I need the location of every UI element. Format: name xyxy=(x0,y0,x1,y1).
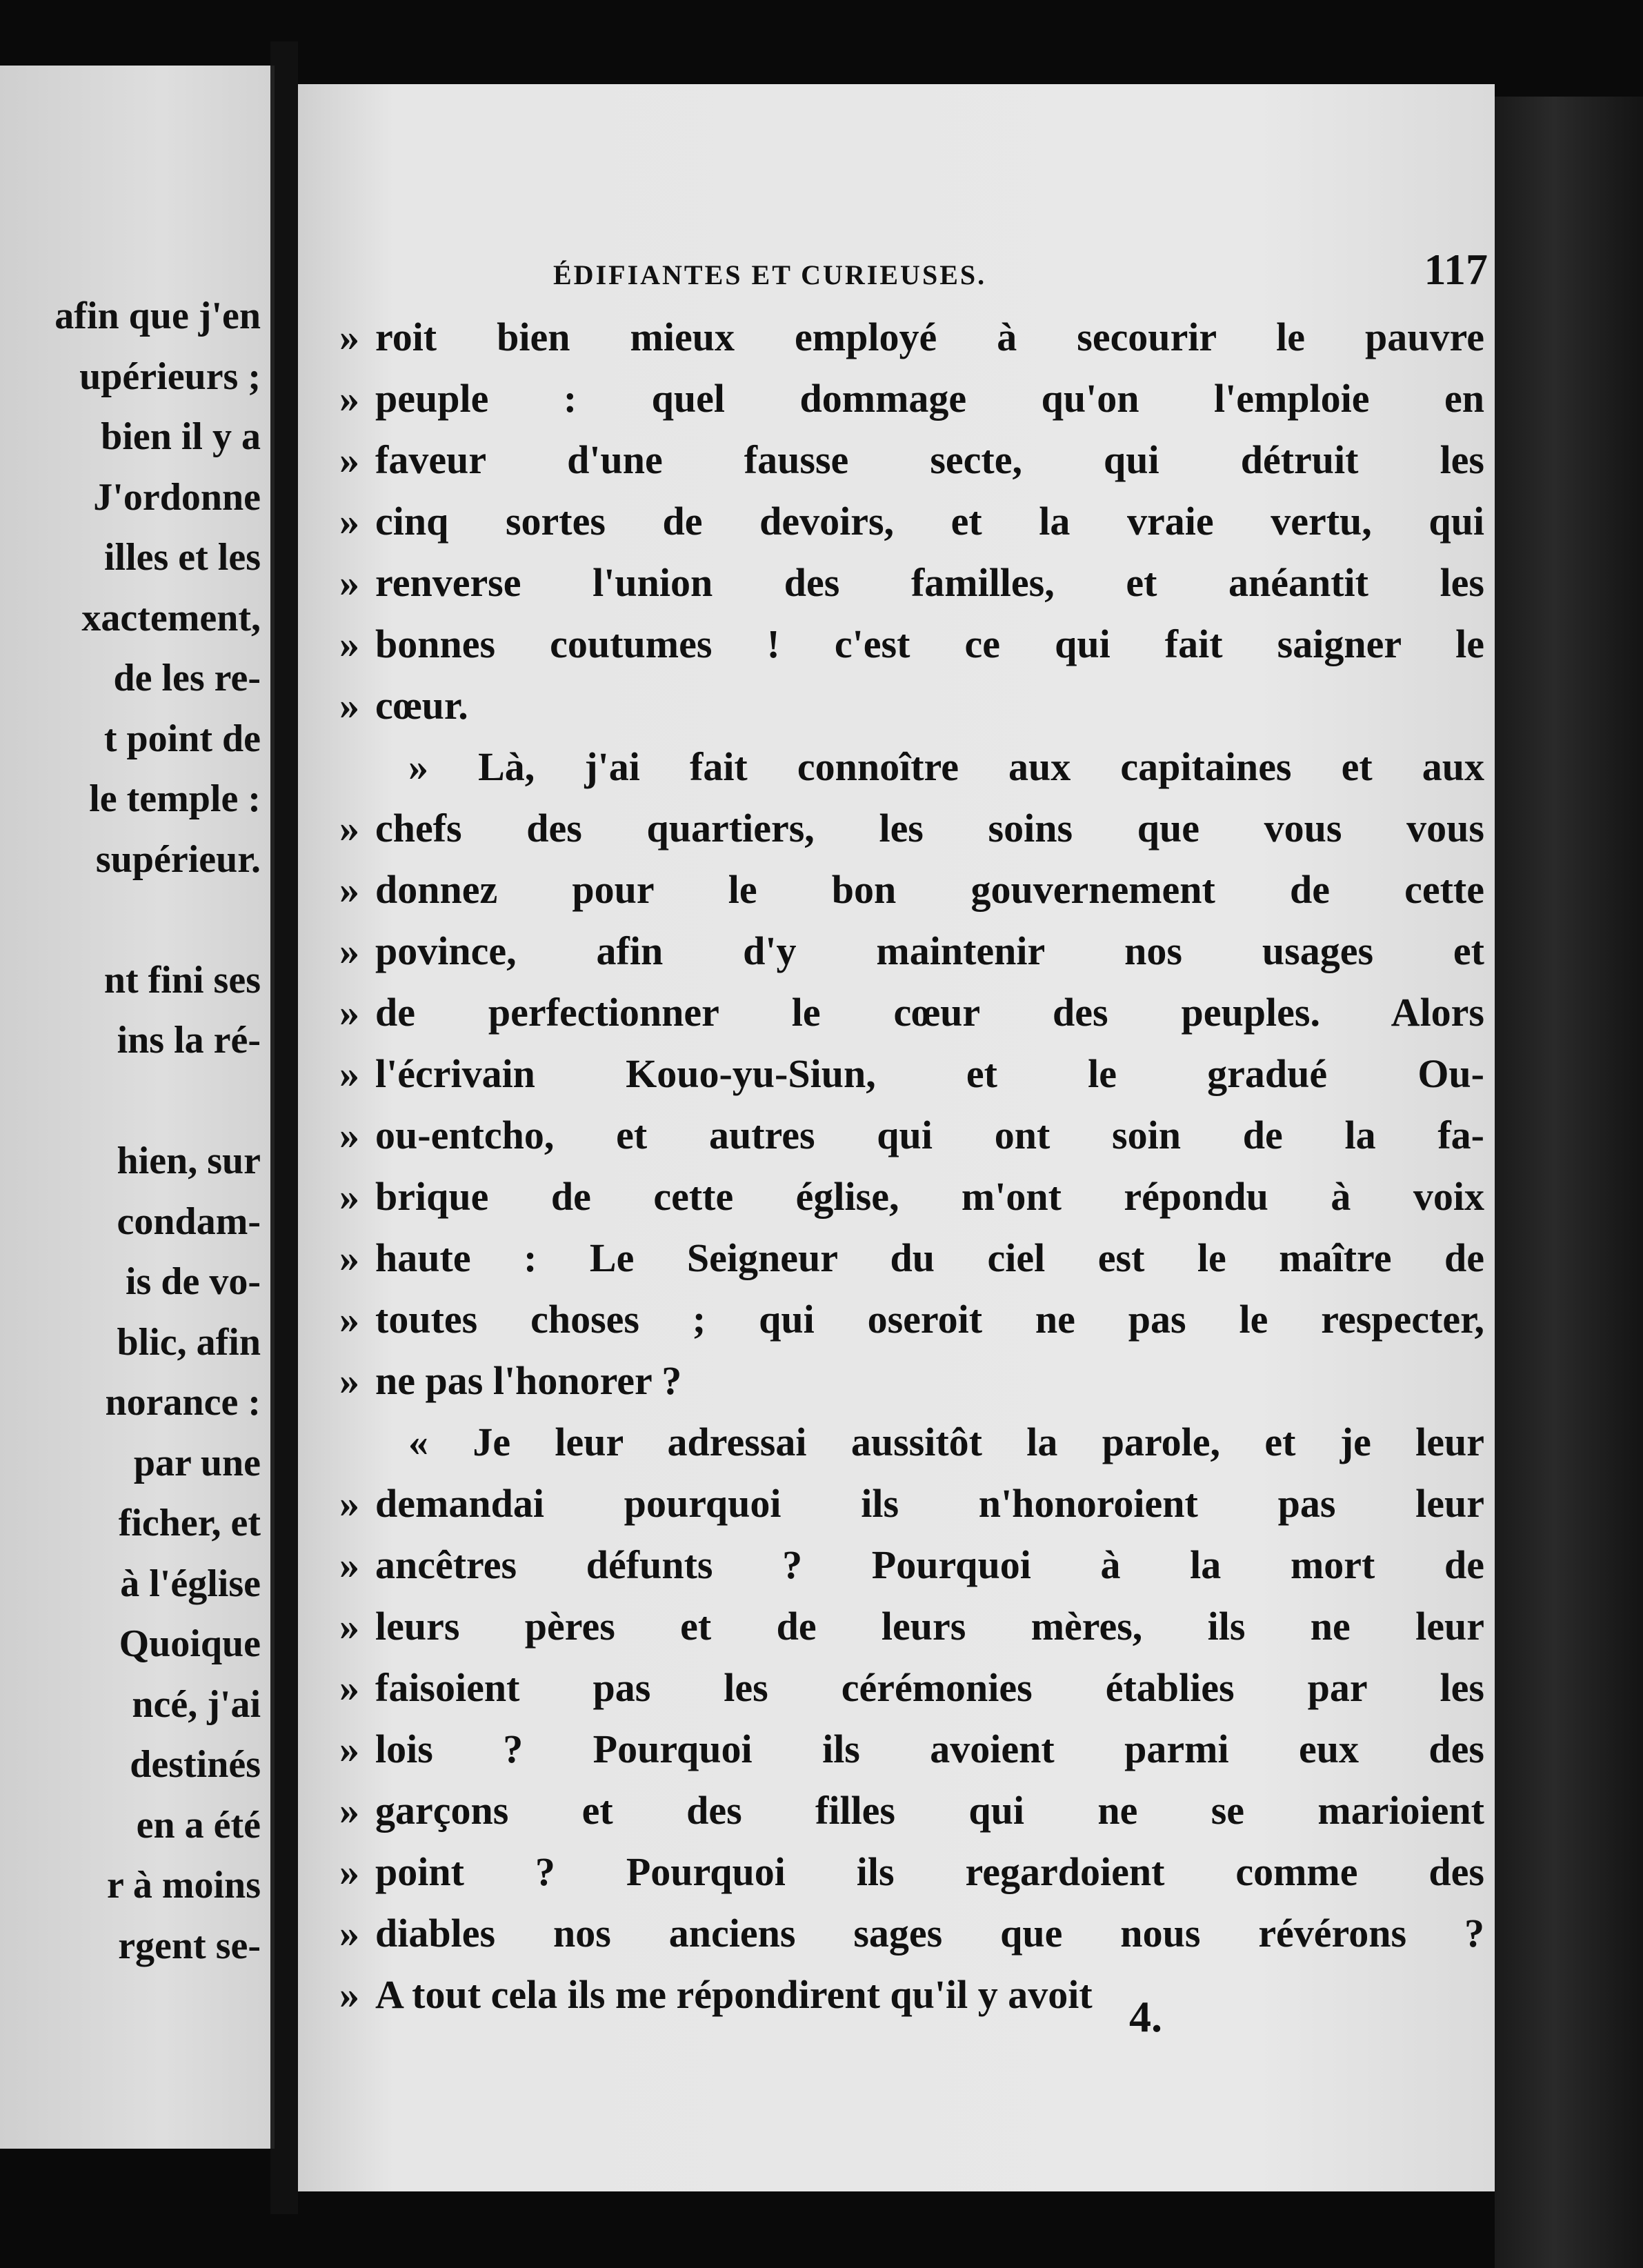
line-text: haute : Le Seigneur du ciel est le maître de xyxy=(375,1235,1484,1280)
text-line xyxy=(339,1473,1484,1534)
line-text: povince, afin d'y maintenir nos usages et xyxy=(375,928,1484,973)
quote-mark: » xyxy=(339,560,359,605)
text-line xyxy=(339,306,1484,368)
left-page-line: ins la ré- xyxy=(117,1019,261,1062)
line-text: roit bien mieux employé à secourir le pauvre xyxy=(375,315,1484,359)
text-line xyxy=(339,1718,1484,1780)
line-text: chefs des quartiers, les soins que vous vous xyxy=(375,806,1484,850)
quote-mark: » xyxy=(339,1972,359,2017)
text-line xyxy=(339,429,1484,490)
line-text: lois ? Pourquoi ils avoient parmi eux des xyxy=(375,1727,1484,1771)
quote-mark: » xyxy=(339,1235,359,1280)
quote-mark: » xyxy=(339,499,359,544)
quote-mark: » xyxy=(339,315,359,359)
quote-mark: » xyxy=(339,1542,359,1587)
text-line xyxy=(339,675,1484,736)
text-line xyxy=(339,552,1484,613)
line-text: point ? Pourquoi ils regardoient comme des xyxy=(375,1849,1484,1894)
quote-mark: » xyxy=(339,621,359,666)
left-page-line: ficher, et xyxy=(118,1502,261,1544)
quote-mark: » xyxy=(339,376,359,421)
line-text: ancêtres défunts ? Pourquoi à la mort de xyxy=(375,1542,1484,1587)
left-page-line: en a été xyxy=(136,1803,261,1847)
left-page-line xyxy=(54,1071,261,1132)
left-page-line: illes et les xyxy=(103,536,261,579)
line-text: ou-entcho, et autres qui ont soin de la fa- xyxy=(375,1113,1484,1157)
left-page-line: destinés xyxy=(130,1743,261,1786)
quote-mark: » xyxy=(339,990,359,1035)
text-line xyxy=(339,1350,1484,1411)
running-head-title: ÉDIFIANTES ET CURIEUSES. xyxy=(553,259,987,290)
left-page-line: Quoique xyxy=(119,1622,261,1665)
line-text: leurs pères et de leurs mères, ils ne leur xyxy=(375,1604,1484,1649)
right-page xyxy=(298,84,1495,2191)
left-page-line: par une xyxy=(133,1441,261,1484)
left-page-line: nt fini ses xyxy=(103,958,261,1002)
quote-mark: » xyxy=(339,1174,359,1219)
quote-mark: » xyxy=(339,1788,359,1833)
quote-mark: » xyxy=(339,1358,359,1403)
page-number: 117 xyxy=(1424,245,1488,294)
quote-mark: » xyxy=(339,1297,359,1342)
text-line xyxy=(339,1657,1484,1718)
left-page-line: condam- xyxy=(117,1200,261,1243)
line-text: l'écrivain Kouo-yu-Siun, et le gradué Ou- xyxy=(375,1051,1484,1096)
left-page-line: rgent se- xyxy=(118,1924,261,1967)
quote-mark: » xyxy=(339,1481,359,1526)
text-line xyxy=(339,1411,1484,1473)
text-line xyxy=(339,1595,1484,1657)
line-text: ne pas l'honorer ? xyxy=(375,1358,682,1403)
line-text: toutes choses ; qui oseroit ne pas le respecter, xyxy=(375,1297,1484,1342)
text-line xyxy=(339,490,1484,552)
line-text: faisoient pas les cérémonies établies par les xyxy=(375,1665,1484,1710)
text-line xyxy=(339,797,1484,859)
quote-mark: » xyxy=(339,806,359,850)
left-page-line: t point de xyxy=(103,717,261,760)
line-text: demandai pourquoi ils n'honoroient pas leur xyxy=(375,1481,1484,1526)
left-page-line: bien il y a xyxy=(101,415,261,458)
left-page-line: J'ordonne xyxy=(93,475,261,519)
quote-mark: » xyxy=(339,1604,359,1649)
book-edge-shadow xyxy=(1495,97,1643,2268)
text-line xyxy=(339,1964,1484,2025)
text-line xyxy=(339,368,1484,429)
text-line xyxy=(339,1534,1484,1595)
text-line xyxy=(339,920,1484,982)
line-text: donnez pour le bon gouvernement de cette xyxy=(375,867,1484,912)
left-page-line: de les re- xyxy=(113,657,261,699)
text-line xyxy=(339,1104,1484,1166)
left-page-line: ncé, j'ai xyxy=(132,1682,261,1726)
text-line xyxy=(339,1780,1484,1841)
quote-mark: » xyxy=(339,1849,359,1894)
text-line xyxy=(339,1902,1484,1964)
line-text: bonnes coutumes ! c'est ce qui fait saigner le xyxy=(375,621,1484,666)
left-page-line: blic, afin xyxy=(117,1320,261,1364)
left-page-line: hien, sur xyxy=(117,1140,261,1182)
line-text: A tout cela ils me répondirent qu'il y avoit xyxy=(375,1972,1093,2017)
line-text: faveur d'une fausse secte, qui détruit les xyxy=(375,437,1484,482)
text-line xyxy=(339,859,1484,920)
text-line xyxy=(339,1289,1484,1350)
quote-mark: » xyxy=(339,1113,359,1157)
left-page-line xyxy=(54,890,261,951)
left-page-line: xactement, xyxy=(81,596,261,639)
left-page-text xyxy=(54,286,261,1976)
left-page-line: à l'église xyxy=(120,1562,261,1605)
line-text: » Là, j'ai fait connoître aux capitaines et aux xyxy=(408,744,1484,789)
line-text: cinq sortes de devoirs, et la vraie vertu, qui xyxy=(375,499,1484,544)
left-page-line: r à moins xyxy=(107,1864,261,1907)
line-text: peuple : quel dommage qu'on l'emploie en xyxy=(375,376,1484,421)
line-text: « Je leur adressai aussitôt la parole, et je leur xyxy=(408,1420,1484,1464)
quote-mark: » xyxy=(339,1051,359,1096)
quote-mark: » xyxy=(339,928,359,973)
left-page-line: is de vo- xyxy=(126,1260,261,1303)
body-text xyxy=(339,306,1484,2025)
line-text: cœur. xyxy=(375,683,468,728)
left-page-line: norance : xyxy=(105,1381,261,1424)
left-page-line: upérieurs ; xyxy=(79,355,261,398)
text-line xyxy=(339,1166,1484,1227)
quote-mark xyxy=(339,1411,375,1473)
book-gutter xyxy=(270,41,298,2214)
line-text: renverse l'union des familles, et anéantit les xyxy=(375,560,1484,605)
text-line xyxy=(339,1227,1484,1289)
line-text: diables nos anciens sages que nous révérons ? xyxy=(375,1911,1484,1956)
signature-mark: 4. xyxy=(1129,1992,1162,2041)
quote-mark xyxy=(339,736,375,797)
left-page-line: supérieur. xyxy=(95,837,261,881)
quote-mark: » xyxy=(339,437,359,482)
quote-mark: » xyxy=(339,1727,359,1771)
quote-mark: » xyxy=(339,683,359,728)
line-text: garçons et des filles qui ne se marioient xyxy=(375,1788,1484,1833)
quote-mark: » xyxy=(339,867,359,912)
left-page xyxy=(0,66,275,2149)
running-head xyxy=(553,244,1488,295)
quote-mark: » xyxy=(339,1911,359,1956)
line-text: de perfectionner le cœur des peuples. Alors xyxy=(375,990,1484,1035)
text-line xyxy=(339,1043,1484,1104)
line-text: brique de cette église, m'ont répondu à voix xyxy=(375,1174,1484,1219)
text-line xyxy=(339,1841,1484,1902)
left-page-line: le temple : xyxy=(89,777,261,820)
text-line xyxy=(339,982,1484,1043)
text-line xyxy=(339,736,1484,797)
text-line xyxy=(339,613,1484,675)
quote-mark: » xyxy=(339,1665,359,1710)
left-page-line: afin que j'en xyxy=(54,295,261,337)
